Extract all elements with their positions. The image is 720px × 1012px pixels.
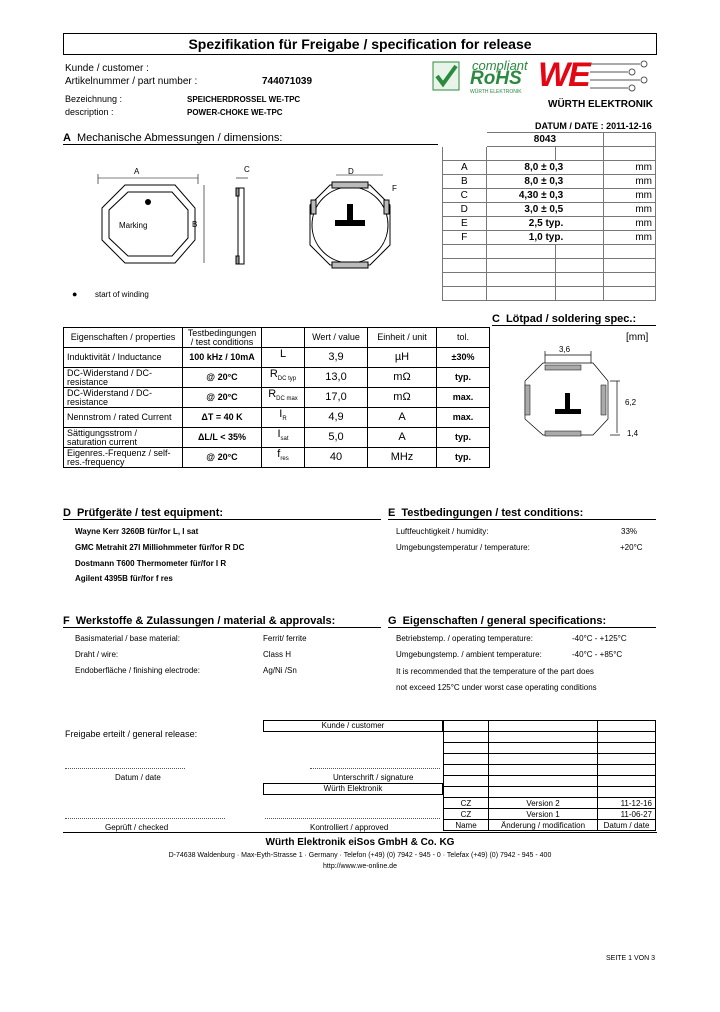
material-label: Basismaterial / base material: xyxy=(75,634,180,643)
marking-label: Marking xyxy=(119,221,148,230)
temp-note-2: not exceed 125°C under worst case operating conditions xyxy=(396,683,597,692)
dimension-table xyxy=(442,132,656,301)
section-g-title: Eigenschaften / general specifications: xyxy=(402,615,607,627)
rohs-text: RoHS xyxy=(470,68,522,89)
table-row: E 2,5 typ. mm xyxy=(443,217,656,231)
humidity-value: 33% xyxy=(621,527,638,536)
page-number: SEITE 1 VON 3 xyxy=(606,955,656,962)
section-d-title: Prüfgeräte / test equipment: xyxy=(76,507,224,519)
operating-temp-label: Betriebstemp. / operating temperature: xyxy=(396,634,533,643)
section-d-letter: D xyxy=(63,507,71,519)
col-header-value: Wert / value xyxy=(305,328,368,348)
ambient-temp-label: Umgebungstemp. / ambient temperature: xyxy=(396,650,542,659)
equipment-3: Dostmann T600 Thermometer für/for I R xyxy=(75,559,227,568)
section-c-header xyxy=(492,313,656,326)
checked-label: Geprüft / checked xyxy=(105,823,169,832)
operating-temp-value: -40°C - +125°C xyxy=(572,634,627,643)
brand-name: WÜRTH ELEKTRONIK xyxy=(548,99,653,110)
we-circuit-icon xyxy=(590,58,656,98)
equipment-4: Agilent 4395B für/for f res xyxy=(75,574,173,583)
wire-value: Class H xyxy=(263,650,292,659)
approved-label: Kontrolliert / approved xyxy=(310,823,389,832)
part-number-label: Artikelnummer / part number : xyxy=(65,76,198,87)
wire-label: Draht / wire: xyxy=(75,650,119,659)
revision-header-date: Datum / date xyxy=(598,820,656,831)
section-a-title: Mechanische Abmessungen / dimensions: xyxy=(76,132,283,144)
winding-note: start of winding xyxy=(95,290,149,299)
temperature-label: Umgebungstemperatur / temperature: xyxy=(396,543,530,552)
footer-company: Würth Elektronik eiSos GmbH & Co. KG xyxy=(265,837,455,848)
section-f-header xyxy=(63,615,381,628)
we-box-label: Würth Elektronik xyxy=(323,784,383,793)
dim-label-c: C xyxy=(244,165,250,174)
section-c-title: Lötpad / soldering spec.: xyxy=(505,313,637,325)
pad-dim-3: 1,4 xyxy=(627,429,639,438)
release-label: Freigabe erteilt / general release: xyxy=(65,729,198,739)
ambient-temp-value: -40°C - +85°C xyxy=(572,650,623,659)
table-row: F 1,0 typ. mm xyxy=(443,231,656,245)
material-value: Ferrit/ ferrite xyxy=(263,634,307,643)
equipment-1: Wayne Kerr 3260B für/for L, I sat xyxy=(75,527,199,536)
revision-table xyxy=(443,720,656,831)
pad-dim-1: 3,6 xyxy=(559,345,571,354)
col-header-tol: tol. xyxy=(437,328,490,348)
table-row: DC-Widerstand / DC-resistance @ 20°C $R_{DC typ}$ 13,0 mΩ typ. xyxy=(64,368,490,388)
finishing-value: Ag/Ni /Sn xyxy=(263,666,297,675)
table-row: Nennstrom / rated Current ΔT = 40 K $I_R$ 4,9 A max. xyxy=(64,408,490,428)
description-value: POWER-CHOKE WE-TPC xyxy=(187,108,283,117)
humidity-label: Luftfeuchtigkeit / humidity: xyxy=(396,527,489,536)
dim-label-f: F xyxy=(392,184,397,193)
dimension-drawing xyxy=(80,160,420,310)
table-row: CZ Version 1 11-06-27 xyxy=(444,809,656,820)
description-label: description : xyxy=(65,107,114,117)
winding-bullet-icon: ● xyxy=(72,289,78,299)
section-g-letter: G xyxy=(388,615,397,627)
designation-label: Bezeichnung : xyxy=(65,94,123,104)
footer-address: D-74638 Waldenburg · Max-Eyth-Strasse 1 · Germany · Telefon (+49) (0) 7942 - 945 - 0 · Telefax (+49) (0) 7942 - 945 - 400 xyxy=(168,852,552,859)
section-a-header xyxy=(63,132,438,145)
table-row: Eigenres.-Frequenz / self-res.-frequency @ 20°C $f_{res}$ 40 MHz typ. xyxy=(64,448,490,468)
equipment-2: GMC Metrahit 27I Milliohmmeter für/for R DC xyxy=(75,543,245,552)
col-header-properties: Eigenschaften / properties xyxy=(64,328,183,348)
rohs-compliant-text: compliant xyxy=(472,58,528,73)
section-f-letter: F xyxy=(63,615,70,627)
table-row: A 8,0 ± 0,3 mm xyxy=(443,161,656,175)
table-row: Induktivität / Inductance 100 kHz / 10mA L 3,9 µH ±30% xyxy=(64,348,490,368)
part-number-value: 744071039 xyxy=(262,76,313,87)
finishing-label: Endoberfläche / finishing electrode: xyxy=(75,666,200,675)
section-e-letter: E xyxy=(388,507,396,519)
table-row: Sättigungsstrom / saturation current ΔL/L < 35% $I_{sat}$ 5,0 A typ. xyxy=(64,428,490,448)
col-header-conditions: Testbedingungen / test conditions xyxy=(183,328,262,348)
table-row: DC-Widerstand / DC-resistance @ 20°C $R_{DC max}$ 17,0 mΩ max. xyxy=(64,388,490,408)
we-logo: WE xyxy=(538,56,589,94)
revision-header-name: Name xyxy=(444,820,489,831)
rohs-sub-text: WÜRTH ELEKTRONIK xyxy=(470,89,522,95)
dim-label-d: D xyxy=(348,167,354,176)
dim-label-a: A xyxy=(134,167,140,176)
dim-label-b: B xyxy=(192,220,198,229)
designation-value: SPEICHERDROSSEL WE-TPC xyxy=(187,95,301,104)
table-row: D 3,0 ± 0,5 mm xyxy=(443,203,656,217)
release-signature-label: Unterschrift / signature xyxy=(333,773,414,782)
revision-header-change: Änderung / modification xyxy=(489,820,598,831)
section-g-header xyxy=(388,615,656,628)
section-f-title: Werkstoffe & Zulassungen / material & approvals: xyxy=(75,615,336,627)
col-header-unit: Einheit / unit xyxy=(368,328,437,348)
table-row: B 8,0 ± 0,3 mm xyxy=(443,175,656,189)
table-row: C 4,30 ± 0,3 mm xyxy=(443,189,656,203)
release-date-label: Datum / date xyxy=(115,773,161,782)
table-row: CZ Version 2 11-12-16 xyxy=(444,798,656,809)
date-label: DATUM / DATE : 2011-12-16 xyxy=(535,121,652,131)
section-a-letter: A xyxy=(63,132,71,144)
pad-dim-2: 6,2 xyxy=(625,398,637,407)
section-e-title: Testbedingungen / test conditions: xyxy=(401,507,584,519)
dim-header: 8043 xyxy=(486,133,604,147)
section-d-header xyxy=(63,507,381,520)
footer-url[interactable]: http://www.we-online.de xyxy=(323,863,397,870)
page-title: Spezifikation für Freigabe / specification for release xyxy=(188,36,532,52)
soldering-unit: [mm] xyxy=(626,332,649,343)
customer-box-label: Kunde / customer xyxy=(321,721,385,730)
properties-table xyxy=(63,327,490,468)
section-c-letter: C xyxy=(492,313,500,325)
section-e-header xyxy=(388,507,656,520)
temp-note-1: It is recommended that the temperature of the part does xyxy=(396,667,594,676)
temperature-value: +20°C xyxy=(620,543,643,552)
customer-label: Kunde / customer : xyxy=(65,63,149,74)
